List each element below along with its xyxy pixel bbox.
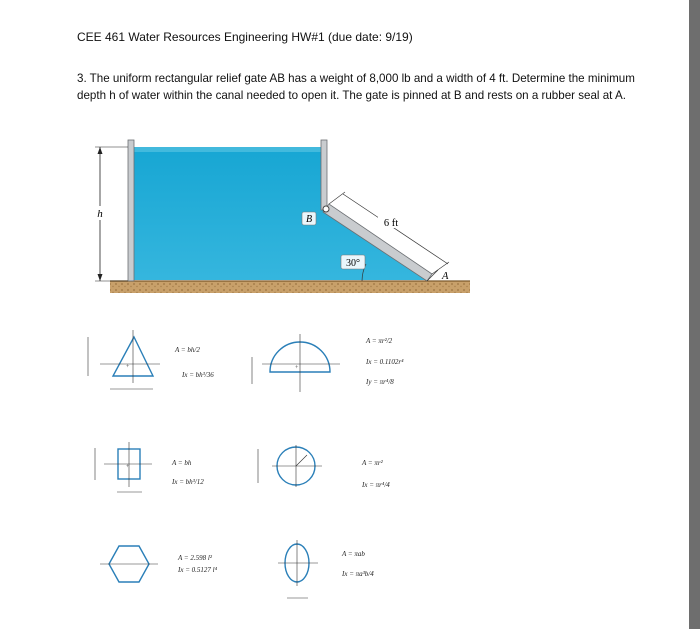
left-wall [128, 140, 134, 281]
depth-label: h [97, 208, 103, 220]
circle-inertia: Ix = πr⁴/4 [362, 481, 390, 489]
svg-text:+: + [126, 464, 130, 470]
rectangle-area: A = bh [172, 459, 192, 467]
seal-a-label: A [442, 271, 449, 282]
triangle-area: A = bh/2 [175, 346, 200, 354]
gate-length-label: 6 ft [383, 218, 399, 229]
water-region [134, 147, 427, 280]
semicircle-area: A = πr²/2 [366, 337, 393, 345]
hexagon-inertia: Ix = 0.5127 l⁴ [178, 566, 218, 574]
right-wall [321, 140, 327, 210]
circle-area: A = πr² [362, 459, 383, 467]
scrollbar[interactable] [689, 0, 700, 629]
homework-title: CEE 461 Water Resources Engineering HW#1 (due date: 9/19) [77, 30, 413, 44]
pin-b [323, 206, 329, 212]
svg-text:+: + [295, 365, 299, 371]
ground [110, 281, 470, 293]
rectangle-inertia: Ix = bh³/12 [172, 478, 204, 486]
triangle-inertia: Ix = bh³/36 [182, 371, 214, 379]
ellipse-inertia: Ix = πa³b/4 [342, 570, 374, 578]
water-surface [134, 147, 321, 152]
semicircle-inertia-x: Ix = 0.1102r⁴ [366, 358, 404, 366]
semicircle-inertia-y: Iy = πr⁴/8 [366, 378, 394, 386]
hexagon-area: A = 2.598 l² [178, 554, 212, 562]
angle-label: 30° [346, 258, 360, 269]
pin-b-label: B [305, 214, 313, 225]
problem-statement: 3. The uniform rectangular relief gate AB has a weight of 8,000 lb and a width of 4 ft. Determine the minimum depth h of water within the canal needed to open it. The gate is pinned at B and rests on a rubber seal at A. [77, 72, 635, 102]
canal-figure [94, 140, 470, 293]
svg-text:+: + [126, 364, 130, 370]
ellipse-area: A = πab [342, 550, 365, 558]
